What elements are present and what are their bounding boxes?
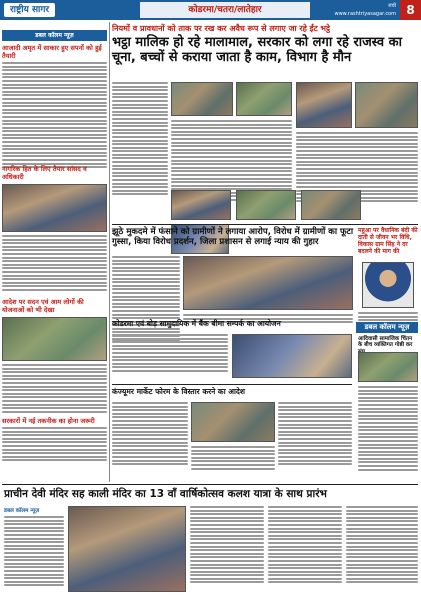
fourth-photo [232,334,352,378]
main-photo-4 [355,82,418,128]
bottom-photo [68,506,186,592]
main-overline: नियमों व प्रावधानों को ताक पर रख कर अवैध रूप से लगाए जा रहे ईंट भट्ठे [112,24,330,33]
main-photo-6 [236,190,296,220]
city-date: रांची [388,3,396,9]
left-story-3 [2,298,107,414]
main-headline: भट्ठा मालिक हो रहे मालामाल, सरकार को लगा रहे राजस्व का चूना, बच्चों से कराया जाता है काम, विभाग है मौन [112,35,402,65]
bottom-body-col-2 [190,506,264,585]
right-mid-body [358,386,418,472]
region-title: कोडरमा/चतरा/लातेहार [140,2,310,18]
left-story-2-head: नागरिक हित के लिए तैयार सांसद व अधिकारी [2,165,87,181]
main-photo-5 [171,190,231,220]
left-photo-1 [2,184,107,232]
paper-name: राष्ट्रीय सागर [4,3,55,17]
right-top-headline: महुआ पर वैधानिक बंदी की दाती से जीवन भर विधि, विकास ग्राम सिंह ने दर बदलने की माग की [358,227,418,255]
cons-photo [191,402,275,442]
bottom-headline: प्राचीन देवी मंदिर सह काली मंदिर का 13 वाँ वार्षिकोत्सव कलश यात्रा के साथ प्रारंभ [4,488,327,500]
bottom-body-col-3 [268,506,342,585]
fourth-body [112,334,228,374]
rule-2 [112,384,352,385]
left-section-bar: डबल कॉलम न्यूज़ [2,30,107,41]
left-story-4 [2,417,107,463]
right-mid-section-bar: डबल कॉलम न्यूज़ [356,322,418,333]
cons-headline: कंज्यूमर मार्केट फोरम के विस्तार करने का आदेश [112,387,245,396]
main-photo-1 [171,82,233,116]
left-story-1 [2,44,107,170]
main-body-col-1 [112,80,168,197]
masthead-meta [318,2,396,18]
main-photo-7 [301,190,361,220]
main-photo-3 [296,82,352,128]
main-photo-2 [236,82,292,116]
cons-body-col-3 [191,446,275,471]
second-headline: झूठे मुकदमे में फंसाने को ग्रामीणों ने लगाया आरोप, विरोध में ग्रामीणों का फूटा गुस्सा, किया विरोध प्रदर्शन, जिला प्रशासन से लगाई न्याय की गुहार [112,227,354,247]
second-body-col-1 [112,256,180,342]
left-story-3-head: आदेश पर सदन एवं आम लोगों की योजनाओं को भी देखा [2,298,84,314]
left-story-2 [2,165,107,293]
rule-3 [2,484,418,485]
left-column-divider [109,22,110,482]
bottom-dateline: डबल कॉलम न्यूज़ [4,508,40,514]
page-number: 8 [400,0,421,20]
second-photo [183,256,353,310]
rule-1 [112,224,418,225]
site-url[interactable]: www.rashtriyasagar.com [334,11,396,17]
bottom-body-col-4 [346,506,418,585]
left-story-4-head: सरकारों में नई तकनीक का होना जरूरी [2,417,95,425]
cons-body-col-1 [112,402,188,467]
left-photo-2 [2,317,107,361]
right-mid-photo [358,352,418,382]
left-story-1-head: आजादी अमृत में साकार हुए सपनों को हुई तैयारी [2,44,102,60]
masthead [0,0,421,20]
cons-body-col-2 [278,402,352,467]
left-story-1-body [2,62,107,168]
right-top-portrait [362,262,414,308]
fourth-headline: कोडरमा एवं बोड़ सामुदायिक में बैंक बीमा सम्पर्क का आयोजन [112,319,281,328]
bottom-body-col-1 [4,506,64,588]
right-mid-head: आदिवासी सामाजिक चिंतन के बीच व्यक्तिगत गोष्ठी कर [358,336,413,349]
